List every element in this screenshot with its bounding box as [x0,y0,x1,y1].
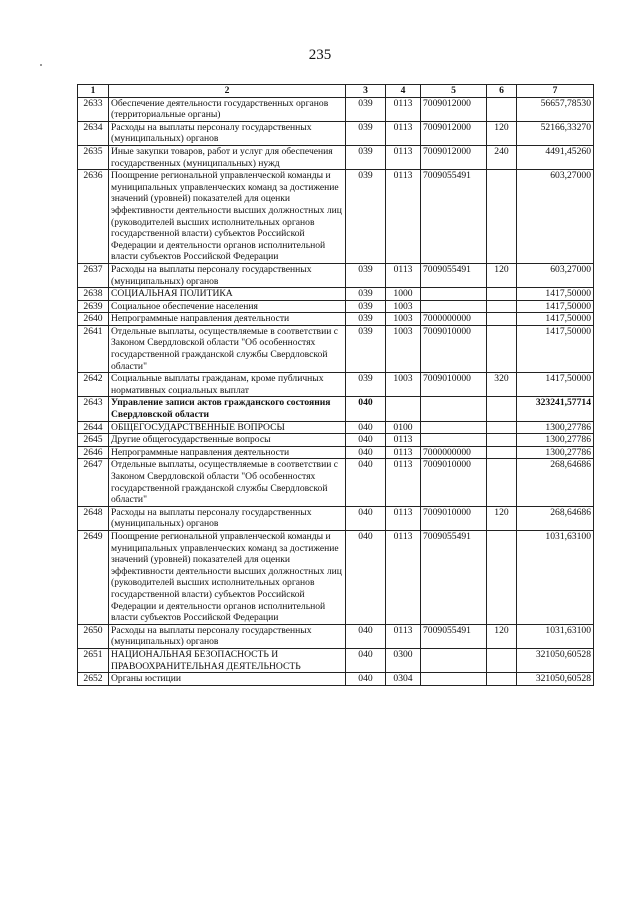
budget-table [77,84,594,686]
row-section: 0113 [386,170,421,264]
table-row [78,170,594,264]
row-amount: 1300,27786 [517,446,594,459]
row-target-article: 7009055491 [421,263,487,287]
row-expense-type: 120 [487,506,517,530]
row-section: 0113 [386,506,421,530]
row-target-article: 7009012000 [421,145,487,169]
table-row [78,446,594,459]
row-number: 2636 [78,170,109,264]
row-target-article: 7009012000 [421,97,487,121]
row-target-article: 7000000000 [421,446,487,459]
row-section: 0113 [386,263,421,287]
row-expense-type [487,530,517,624]
table-row [78,459,594,506]
row-amount: 4491,45260 [517,145,594,169]
table-row [78,506,594,530]
row-expense-type [487,97,517,121]
row-section: 1003 [386,313,421,326]
row-expense-type [487,288,517,301]
row-expense-type [487,313,517,326]
row-number: 2651 [78,648,109,672]
table-row [78,145,594,169]
table-row [78,121,594,145]
row-ved: 039 [346,97,386,121]
row-amount: 1300,27786 [517,434,594,447]
table-row [78,97,594,121]
row-amount: 1031,63100 [517,624,594,648]
header-col-6: 6 [487,85,517,98]
row-amount: 1417,50000 [517,325,594,372]
row-amount: 603,27000 [517,263,594,287]
row-number: 2645 [78,434,109,447]
header-row [78,85,594,98]
row-expense-type: 120 [487,624,517,648]
table-row [78,325,594,372]
row-name: Другие общегосударственные вопросы [109,434,346,447]
row-amount: 321050,60528 [517,673,594,686]
row-amount: 321050,60528 [517,648,594,672]
row-ved: 039 [346,121,386,145]
row-expense-type [487,325,517,372]
row-ved: 040 [346,446,386,459]
row-name: Органы юстиции [109,673,346,686]
row-name: Управление записи актов гражданского состояния Свердловской области [109,397,346,421]
row-name: Расходы на выплаты персоналу государственных (муниципальных) органов [109,506,346,530]
table-body [78,97,594,685]
row-ved: 039 [346,170,386,264]
row-amount: 603,27000 [517,170,594,264]
row-section: 0113 [386,97,421,121]
row-ved: 040 [346,434,386,447]
row-section: 0113 [386,446,421,459]
row-number: 2652 [78,673,109,686]
row-amount: 1417,50000 [517,288,594,301]
header-col-3: 3 [346,85,386,98]
row-expense-type: 120 [487,263,517,287]
row-name: Социальные выплаты гражданам, кроме публичных нормативных социальных выплат [109,373,346,397]
row-number: 2642 [78,373,109,397]
row-ved: 039 [346,313,386,326]
page-number: 235 [308,47,332,63]
row-target-article [421,288,487,301]
row-target-article [421,300,487,313]
row-section: 0304 [386,673,421,686]
row-amount: 56657,78530 [517,97,594,121]
row-name: СОЦИАЛЬНАЯ ПОЛИТИКА [109,288,346,301]
row-amount: 1300,27786 [517,421,594,434]
row-target-article [421,673,487,686]
row-section: 0100 [386,421,421,434]
table-row [78,673,594,686]
scan-speck [40,64,42,66]
row-number: 2646 [78,446,109,459]
row-name: Непрограммные направления деятельности [109,313,346,326]
row-number: 2634 [78,121,109,145]
row-expense-type: 320 [487,373,517,397]
row-target-article [421,648,487,672]
table-row [78,530,594,624]
row-name: Отдельные выплаты, осуществляемые в соответствии с Законом Свердловской области "Об особенностях государственной гражданской службы Свердловской области" [109,459,346,506]
row-section: 0113 [386,145,421,169]
row-amount: 1417,50000 [517,373,594,397]
row-number: 2649 [78,530,109,624]
row-name: Иные закупки товаров, работ и услуг для обеспечения государственных (муниципальных) нужд [109,145,346,169]
row-ved: 040 [346,530,386,624]
row-name: Социальное обеспечение населения [109,300,346,313]
header-col-2: 2 [109,85,346,98]
row-name: Расходы на выплаты персоналу государственных (муниципальных) органов [109,121,346,145]
row-target-article [421,421,487,434]
row-expense-type [487,648,517,672]
row-ved: 040 [346,673,386,686]
row-name: Поощрение региональной управленческой команды и муниципальных управленческих команд за достижение значений (уровней) показателей для оценки эффективности деятельности высших должностных лиц (руководителей высших исполнительных органов государственной власти) субъектов Российской Федерации и деятельности органов исполнительной власти субъектов Российской Федерации [109,170,346,264]
header-col-1: 1 [78,85,109,98]
row-target-article: 7009055491 [421,170,487,264]
row-ved: 039 [346,288,386,301]
table-row [78,624,594,648]
row-section [386,397,421,421]
row-target-article [421,397,487,421]
header-col-5: 5 [421,85,487,98]
row-number: 2637 [78,263,109,287]
table-row [78,397,594,421]
row-ved: 039 [346,300,386,313]
row-number: 2639 [78,300,109,313]
row-section: 0113 [386,121,421,145]
row-target-article [421,434,487,447]
row-amount: 323241,57714 [517,397,594,421]
row-expense-type [487,434,517,447]
row-number: 2648 [78,506,109,530]
row-amount: 1031,63100 [517,530,594,624]
row-expense-type: 240 [487,145,517,169]
row-expense-type [487,459,517,506]
row-number: 2638 [78,288,109,301]
header-col-4: 4 [386,85,421,98]
row-name: Поощрение региональной управленческой команды и муниципальных управленческих команд за достижение значений (уровней) показателей для оценки эффективности деятельности высших должностных лиц (руководителей высших исполнительных органов государственной власти) субъектов Российской Федерации и деятельности органов исполнительной власти субъектов Российской Федерации [109,530,346,624]
table-row [78,373,594,397]
row-section: 1003 [386,373,421,397]
table-row [78,434,594,447]
table-row [78,288,594,301]
row-amount: 1417,50000 [517,313,594,326]
row-name: НАЦИОНАЛЬНАЯ БЕЗОПАСНОСТЬ И ПРАВООХРАНИТЕЛЬНАЯ ДЕЯТЕЛЬНОСТЬ [109,648,346,672]
table-row [78,421,594,434]
row-amount: 268,64686 [517,506,594,530]
row-target-article: 7009010000 [421,506,487,530]
row-target-article: 7009055491 [421,530,487,624]
row-number: 2650 [78,624,109,648]
row-ved: 040 [346,506,386,530]
table-row [78,648,594,672]
row-target-article: 7009055491 [421,624,487,648]
row-expense-type [487,300,517,313]
row-target-article: 7009012000 [421,121,487,145]
row-name: Расходы на выплаты персоналу государственных (муниципальных) органов [109,263,346,287]
row-section: 0300 [386,648,421,672]
row-expense-type [487,421,517,434]
header-col-7: 7 [517,85,594,98]
row-amount: 1417,50000 [517,300,594,313]
row-amount: 268,64686 [517,459,594,506]
row-amount: 52166,33270 [517,121,594,145]
row-ved: 039 [346,263,386,287]
row-section: 1000 [386,288,421,301]
row-section: 1003 [386,325,421,372]
row-ved: 040 [346,648,386,672]
row-name: ОБЩЕГОСУДАРСТВЕННЫЕ ВОПРОСЫ [109,421,346,434]
row-expense-type: 120 [487,121,517,145]
row-name: Обеспечение деятельности государственных органов (территориальные органы) [109,97,346,121]
row-name: Расходы на выплаты персоналу государственных (муниципальных) органов [109,624,346,648]
row-ved: 039 [346,325,386,372]
row-target-article: 7009010000 [421,373,487,397]
row-section: 0113 [386,530,421,624]
row-ved: 039 [346,373,386,397]
row-number: 2644 [78,421,109,434]
row-ved: 040 [346,421,386,434]
row-target-article: 7009010000 [421,325,487,372]
row-ved: 039 [346,145,386,169]
row-section: 1003 [386,300,421,313]
table-row [78,300,594,313]
row-number: 2647 [78,459,109,506]
row-section: 0113 [386,624,421,648]
row-ved: 040 [346,459,386,506]
table-row [78,313,594,326]
row-number: 2635 [78,145,109,169]
row-target-article: 7009010000 [421,459,487,506]
row-ved: 040 [346,397,386,421]
table-row [78,263,594,287]
row-name: Непрограммные направления деятельности [109,446,346,459]
row-ved: 040 [346,624,386,648]
row-section: 0113 [386,459,421,506]
row-number: 2641 [78,325,109,372]
row-number: 2643 [78,397,109,421]
row-section: 0113 [386,434,421,447]
row-number: 2633 [78,97,109,121]
row-name: Отдельные выплаты, осуществляемые в соответствии с Законом Свердловской области "Об особенностях государственной гражданской службы Свердловской области" [109,325,346,372]
row-target-article: 7000000000 [421,313,487,326]
row-expense-type [487,170,517,264]
row-number: 2640 [78,313,109,326]
row-expense-type [487,673,517,686]
row-expense-type [487,397,517,421]
row-expense-type [487,446,517,459]
